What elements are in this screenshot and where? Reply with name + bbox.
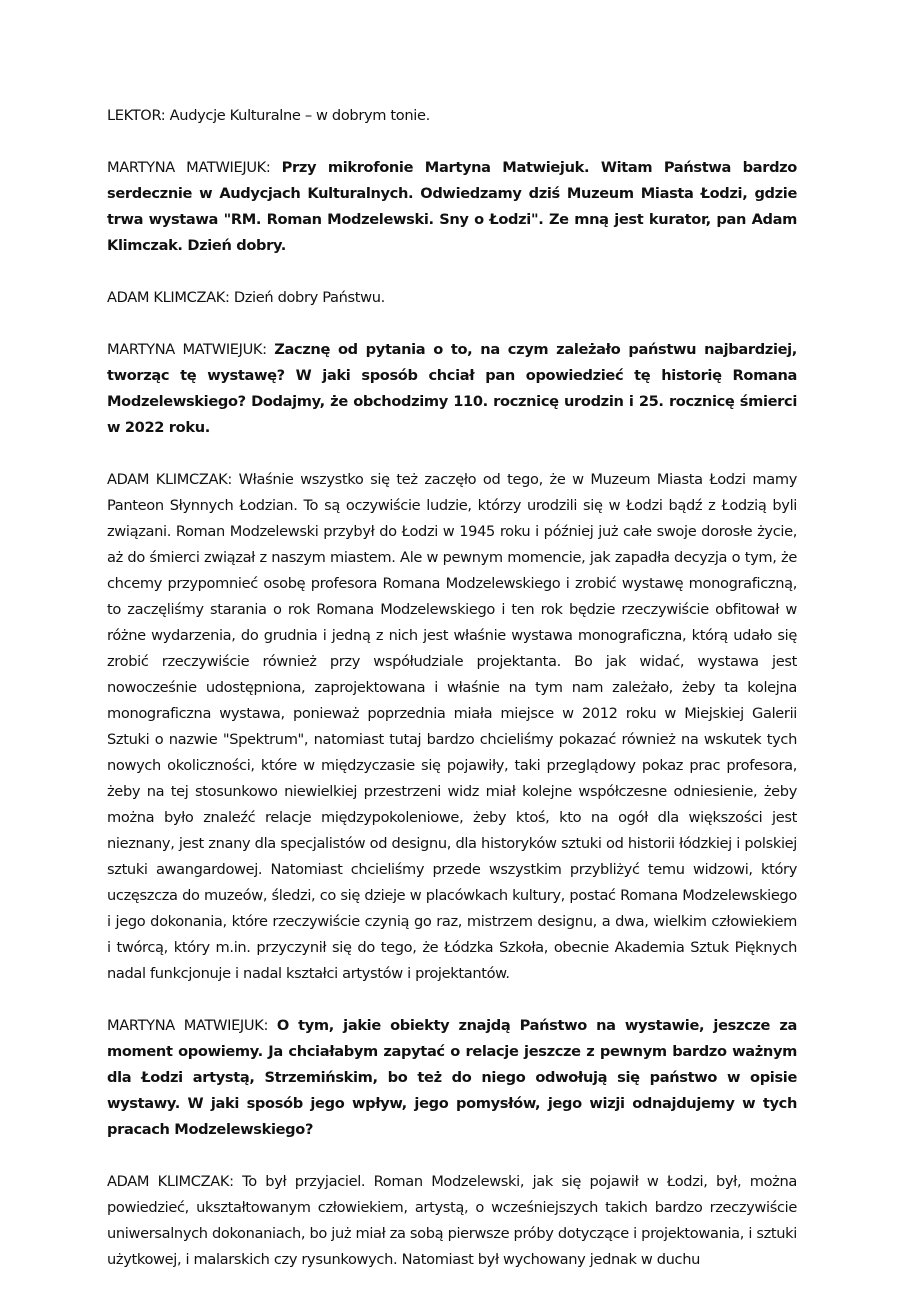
transcript-paragraph-host <box>107 1013 797 1143</box>
speech-text: Audycje Kulturalne – w dobrym tonie. <box>169 107 430 124</box>
speaker-label: ADAM KLIMCZAK: <box>107 471 232 488</box>
speech-text: O tym, jakie obiekty znajdą Państwo na wystawie, jeszcze za moment opowiemy. Ja chciałabym zapytać o relacje jeszcze z pewnym bardzo ważnym dla Łodzi artystą, Strzemińskim, bo też do niego odwołują się państwo w opisie wystawy. W jaki sposób jego wpływ, jego pomysłów, jego wizji odnajdujemy w tych pracach Modzelewskiego? <box>107 1017 797 1138</box>
transcript-paragraph-host <box>107 337 797 441</box>
speaker-label: MARTYNA MATWIEJUK: <box>107 341 267 358</box>
speech-text: Właśnie wszystko się też zaczęło od tego, że w Muzeum Miasta Łodzi mamy Panteon Słynnych Łodzian. To są oczywiście ludzie, którzy urodzili się w Łodzi bądź z Łodzią byli związani. Roman Modzelewski przybył do Łodzi w 1945 roku i później już całe swoje dorosłe życie, aż do śmierci związał z naszym miastem. Ale w pewnym momencie, jak zapadła decyzja o tym, że chcemy przypomnieć osobę profesora Romana Modzelewskiego i zrobić wystawę monograficzną, to zaczęliśmy starania o rok Romana Modzelewskiego i ten rok będzie rzeczywiście obfitował w różne wydarzenia, do grudnia i jedną z nich jest właśnie wystawa monograficzna, którą udało się zrobić rzeczywiście również przy współudziale projektanta. Bo jak widać, wystawa jest nowocześnie udostępniona, zaprojektowana i właśnie na tym nam zależało, żeby ta kolejna monograficzna wystawa, ponieważ poprzednia miała miejsce w 2012 roku w Miejskiej Galerii Sztuki o nazwie "Spektrum", natomiast tutaj bardzo chcieliśmy pokazać również na wskutek tych nowych okoliczności, które w międzyczasie się pojawiły, taki przeglądowy pokaz prac profesora, żeby na tej stosunkowo niewielkiej przestrzeni widz miał kolejne współczesne odniesienie, żeby można było znaleźć relacje międzypokoleniowe, żeby ktoś, kto na ogół dla większości jest nieznany, jest znany dla specjalistów od designu, dla historyków sztuki od historii łódzkiej i polskiej sztuki awangardowej. Natomiast chcieliśmy przede wszystkim przybliżyć temu widzowi, który uczęszcza do muzeów, śledzi, co się dzieje w placówkach kultury, postać Romana Modzelewskiego i jego dokonania, które rzeczywiście czynią go raz, mistrzem designu, a dwa, wielkim człowiekiem i twórcą, który m.in. przyczynił się do tego, że Łódzka Szkoła, obecnie Akademia Sztuk Pięknych nadal funkcjonuje i nadal kształci artystów i projektantów. <box>107 471 797 982</box>
speaker-label: LEKTOR: <box>107 107 166 124</box>
transcript-paragraph-host <box>107 155 797 259</box>
transcript-paragraph-guest <box>107 285 797 311</box>
speech-text: Dzień dobry Państwu. <box>233 289 385 306</box>
speech-text: To był przyjaciel. Roman Modzelewski, jak się pojawił w Łodzi, był, można powiedzieć, ukształtowanym człowiekiem, artystą, o wcześniejszych takich bardzo rzeczywiście uniwersalnych dokonaniach, bo już miał za sobą pierwsze próby dotyczące i projektowania, i sztuki użytkowej, i malarskich czy rysunkowych. Natomiast był wychowany jednak w duchu <box>107 1173 797 1268</box>
speaker-label: MARTYNA MATWIEJUK: <box>107 159 271 176</box>
transcript-paragraph-lektor <box>107 103 797 129</box>
speech-text: Przy mikrofonie Martyna Matwiejuk. Witam Państwa bardzo serdecznie w Audycjach Kulturalnych. Odwiedzamy dziś Muzeum Miasta Łodzi, gdzie trwa wystawa "RM. Roman Modzelewski. Sny o Łodzi". Ze mną jest kurator, pan Adam Klimczak. Dzień dobry. <box>107 159 797 254</box>
speech-text: Zacznę od pytania o to, na czym zależało państwu najbardziej, tworząc tę wystawę? W jaki sposób chciał pan opowiedzieć tę historię Romana Modzelewskiego? Dodajmy, że obchodzimy 110. rocznicę urodzin i 25. rocznicę śmierci w 2022 roku. <box>107 341 797 436</box>
transcript-page <box>107 103 797 1299</box>
speaker-label: ADAM KLIMCZAK: <box>107 1173 234 1190</box>
speaker-label: ADAM KLIMCZAK: <box>107 289 230 306</box>
transcript-paragraph-guest <box>107 1169 797 1273</box>
speaker-label: MARTYNA MATWIEJUK: <box>107 1017 269 1034</box>
transcript-paragraph-guest <box>107 467 797 987</box>
